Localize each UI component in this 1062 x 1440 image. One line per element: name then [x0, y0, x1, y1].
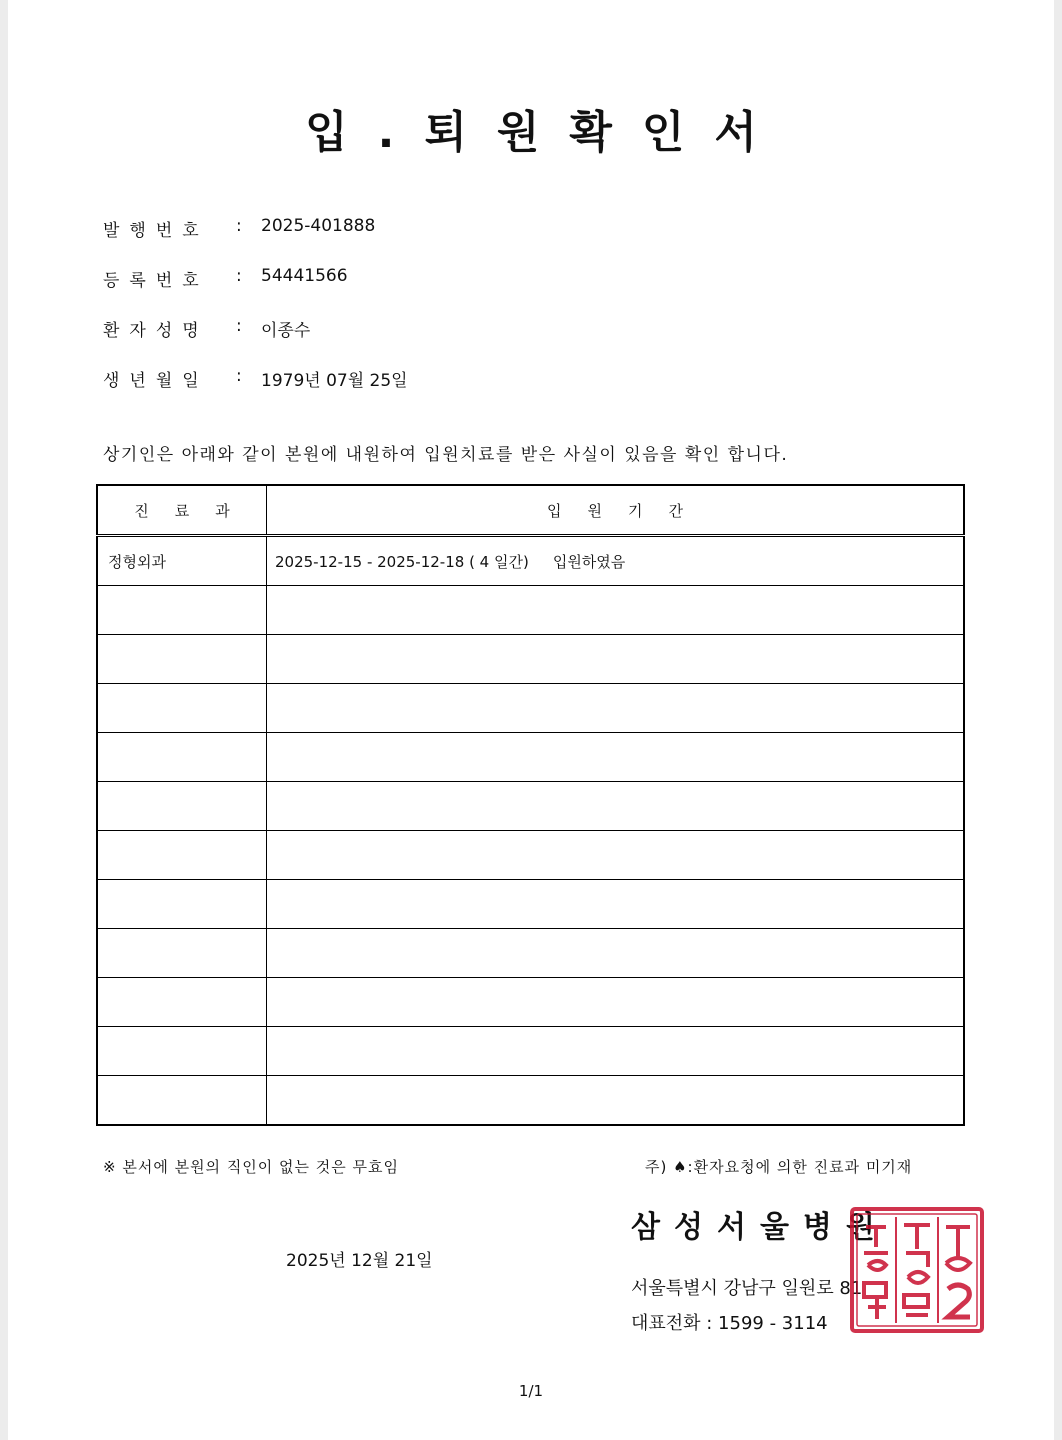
table-row-empty [97, 929, 964, 978]
table-row-empty [97, 880, 964, 929]
table-row [97, 536, 964, 586]
info-label: 생년월일 [103, 371, 209, 391]
period-dates: 2025-12-15 - 2025-12-18 ( 4 일간) [275, 552, 529, 571]
info-colon: : [236, 316, 242, 336]
hospital-address: 서울특별시 강남구 일원로 81 [631, 1278, 863, 1299]
info-colon: : [236, 266, 242, 286]
period-status: 입원하였음 [552, 552, 626, 571]
confirmation-statement: 상기인은 아래와 같이 본원에 내원하여 입원치료를 받은 사실이 있음을 확인 합니다. [103, 445, 789, 465]
table-row-empty [97, 586, 964, 635]
info-value: 54441566 [261, 266, 348, 286]
table-row-empty [97, 1027, 964, 1076]
department-omission-note: 주) ♠:환자요청에 의한 진료과 미기재 [645, 1158, 913, 1176]
invalid-without-seal-note: ※ 본서에 본원의 직인이 없는 것은 무효임 [103, 1158, 400, 1176]
header-department: 진료과 [97, 485, 267, 536]
info-colon: : [236, 216, 242, 236]
info-value: 1979년 07월 25일 [261, 371, 408, 391]
info-label: 등록번호 [103, 271, 209, 291]
hospital-seal-stamp [846, 1203, 988, 1337]
table-header-row [97, 485, 964, 536]
table-row-empty [97, 733, 964, 782]
row-period [267, 536, 965, 586]
document-title: 입.퇴원확인서 [305, 107, 787, 158]
table-row-empty [97, 684, 964, 733]
table-row-empty [97, 831, 964, 880]
info-value: 이종수 [261, 321, 311, 341]
info-label: 환자성명 [103, 321, 209, 341]
table-row-empty [97, 1076, 964, 1126]
hospital-phone: 대표전화 : 1599 - 3114 [631, 1313, 828, 1334]
table-row-empty [97, 635, 964, 684]
hospital-name: 삼성서울병원 [631, 1210, 889, 1245]
admission-table [96, 484, 965, 1126]
page-number: 1/1 [518, 1382, 544, 1400]
info-label: 발행번호 [103, 221, 209, 241]
issue-date: 2025년 12월 21일 [286, 1251, 433, 1271]
info-value: 2025-401888 [261, 216, 376, 236]
table-row-empty [97, 782, 964, 831]
row-department: 정형외과 [97, 536, 267, 586]
header-admission-period: 입원기간 [267, 485, 965, 536]
table-row-empty [97, 978, 964, 1027]
info-colon: : [236, 366, 242, 386]
